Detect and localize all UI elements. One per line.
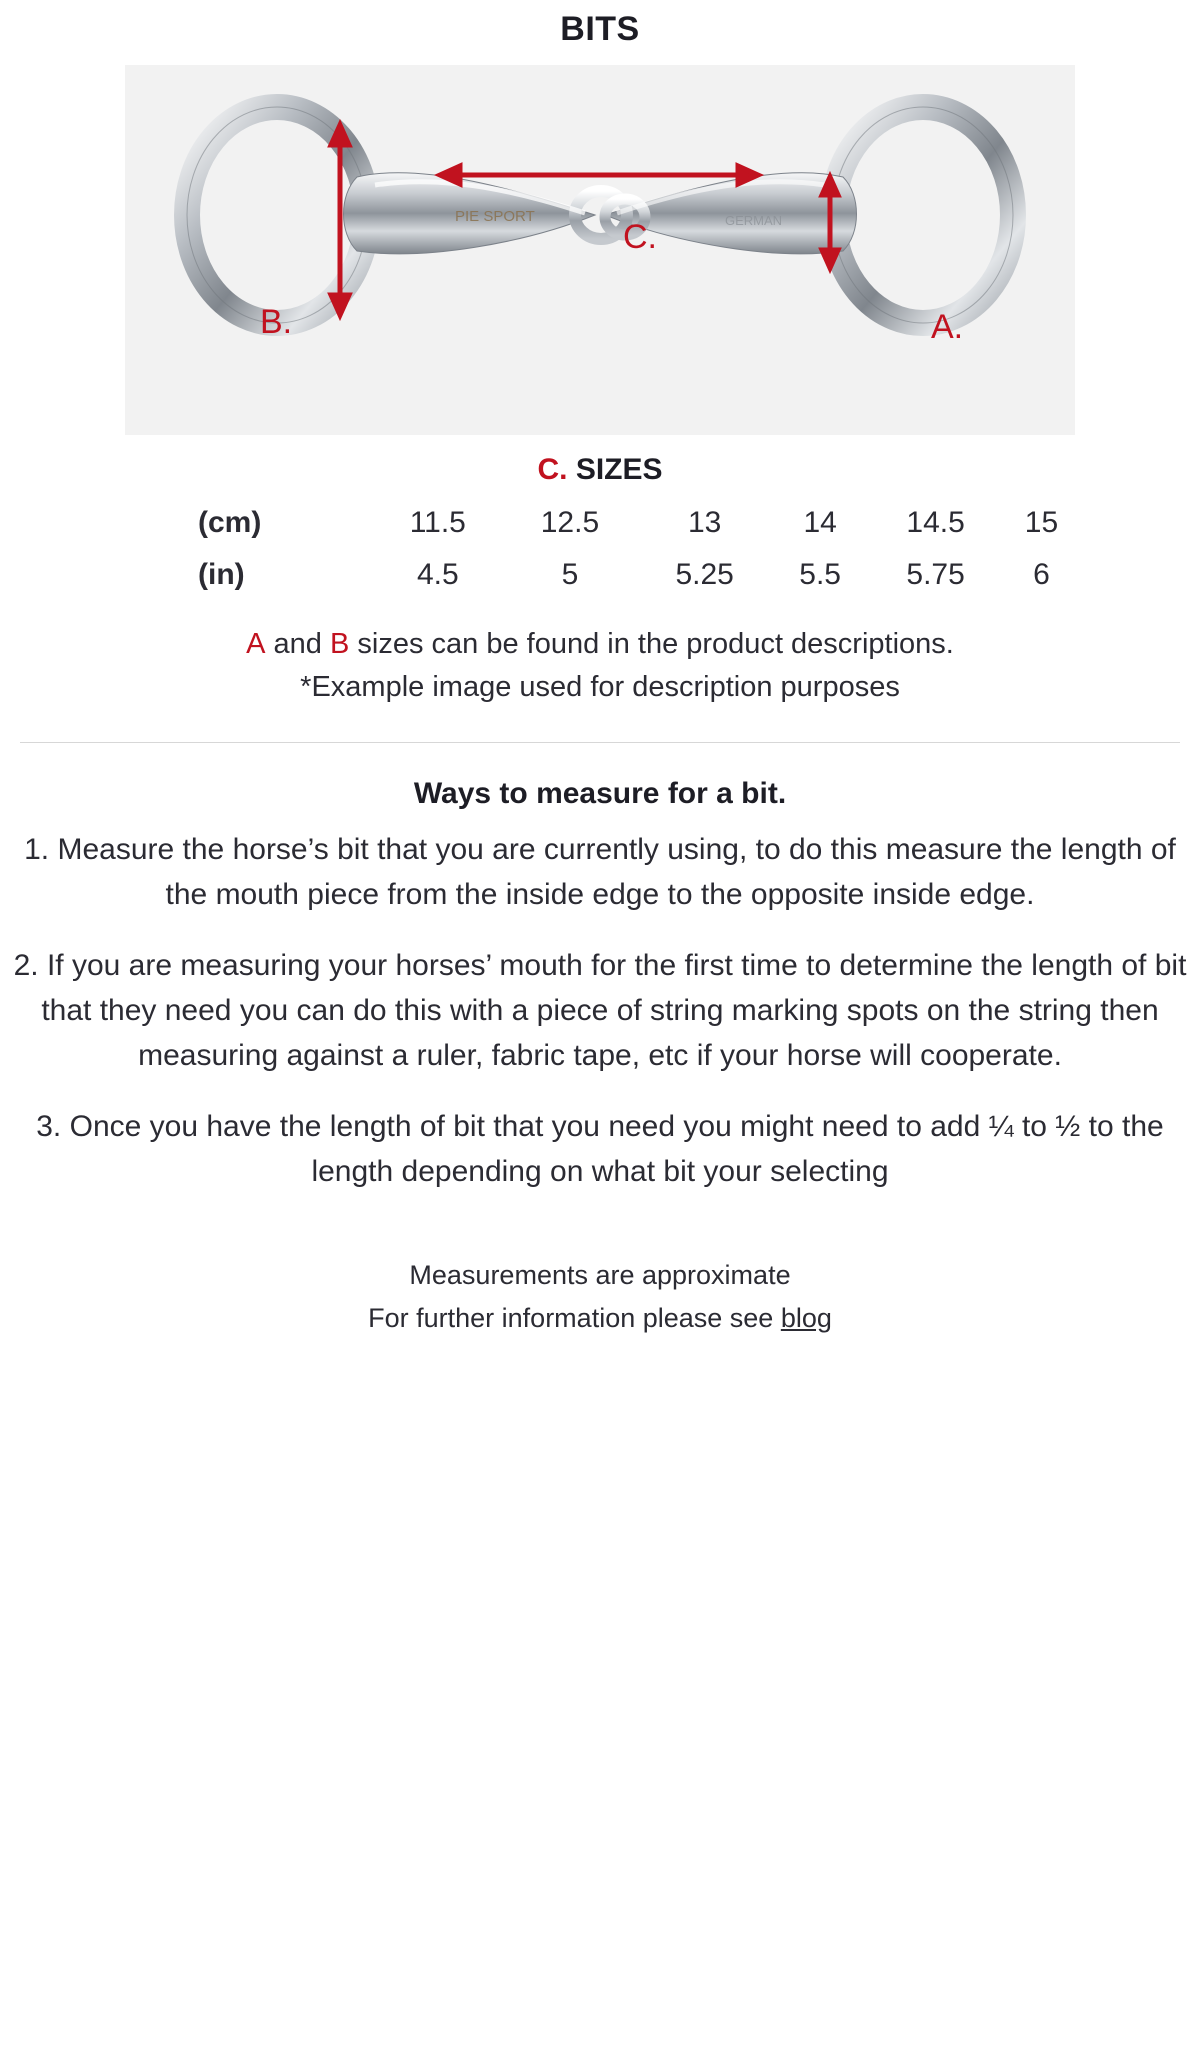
note-label-a: A	[246, 628, 266, 660]
bit-brand-text: PIE SPORT	[455, 208, 535, 225]
ways-heading: Ways to measure for a bit.	[413, 777, 787, 811]
cell-cm-0: 11.5	[409, 506, 466, 539]
bit-illustration	[125, 65, 1075, 435]
divider	[20, 742, 1180, 743]
footer	[0, 1254, 1200, 1380]
step-1-number: 1.	[24, 833, 50, 867]
cell-cm-5: 15	[1024, 506, 1059, 539]
blog-link[interactable]: blog	[780, 1303, 832, 1334]
sizes-heading	[0, 453, 1200, 487]
cell-cm-2: 13	[687, 506, 722, 539]
cell-in-1: 5	[561, 558, 579, 591]
sizes-note	[0, 623, 1200, 665]
sizes-heading-prefix: C.	[537, 453, 568, 486]
cell-cm-4: 14.5	[906, 506, 965, 539]
step-2-number: 2.	[13, 949, 39, 983]
note-and: and	[265, 628, 330, 660]
note-rest: sizes can be found in the product descriptions.	[349, 628, 954, 660]
note-label-b: B	[329, 628, 350, 660]
step-1-text: Measure the horse’s bit that you are currently using, to do this measure the length of the mouth piece from the inside edge to the opposite inside edge.	[49, 833, 1176, 912]
label-c: C.	[623, 218, 657, 256]
table-row	[120, 497, 1080, 549]
label-b: B.	[260, 303, 293, 341]
row-unit-in: (in)	[198, 558, 245, 591]
footer-approximate-note: Measurements are approximate	[409, 1260, 791, 1291]
sizes-heading-text: SIZES	[575, 453, 663, 486]
cell-cm-1: 12.5	[540, 506, 600, 539]
page-title: BITS	[560, 10, 640, 48]
size-table	[120, 497, 1080, 601]
footer-info-line	[0, 1297, 1200, 1340]
cell-cm-3: 14	[803, 506, 837, 539]
svg-text:GERMAN: GERMAN	[725, 213, 783, 228]
cell-in-5: 6	[1033, 558, 1050, 591]
measure-step-3	[10, 1104, 1190, 1194]
label-a: A.	[931, 308, 964, 346]
table-row	[120, 549, 1080, 601]
step-3-number: 3.	[36, 1110, 62, 1144]
bit-diagram	[125, 65, 1075, 435]
sizes-example-note: *Example image used for description purposes	[300, 671, 900, 704]
cell-in-0: 4.5	[416, 558, 459, 591]
cell-in-4: 5.75	[906, 558, 965, 591]
cell-in-2: 5.25	[675, 558, 734, 591]
measure-step-2	[10, 943, 1190, 1078]
row-unit-cm: (cm)	[198, 506, 262, 539]
cell-in-3: 5.5	[799, 558, 841, 591]
step-3-text: Once you have the length of bit that you need you might need to add ¼ to ½ to the length depending on what bit your selecting	[61, 1110, 1164, 1189]
measure-step-1	[10, 827, 1190, 917]
step-2-text: If you are measuring your horses’ mouth for the first time to determine the length of bit that they need you can do this with a piece of string marking spots on the string then measuring against a ruler, fabric tape, etc if your horse will cooperate.	[38, 949, 1187, 1073]
footer-info-prefix: For further information please see	[368, 1303, 781, 1334]
